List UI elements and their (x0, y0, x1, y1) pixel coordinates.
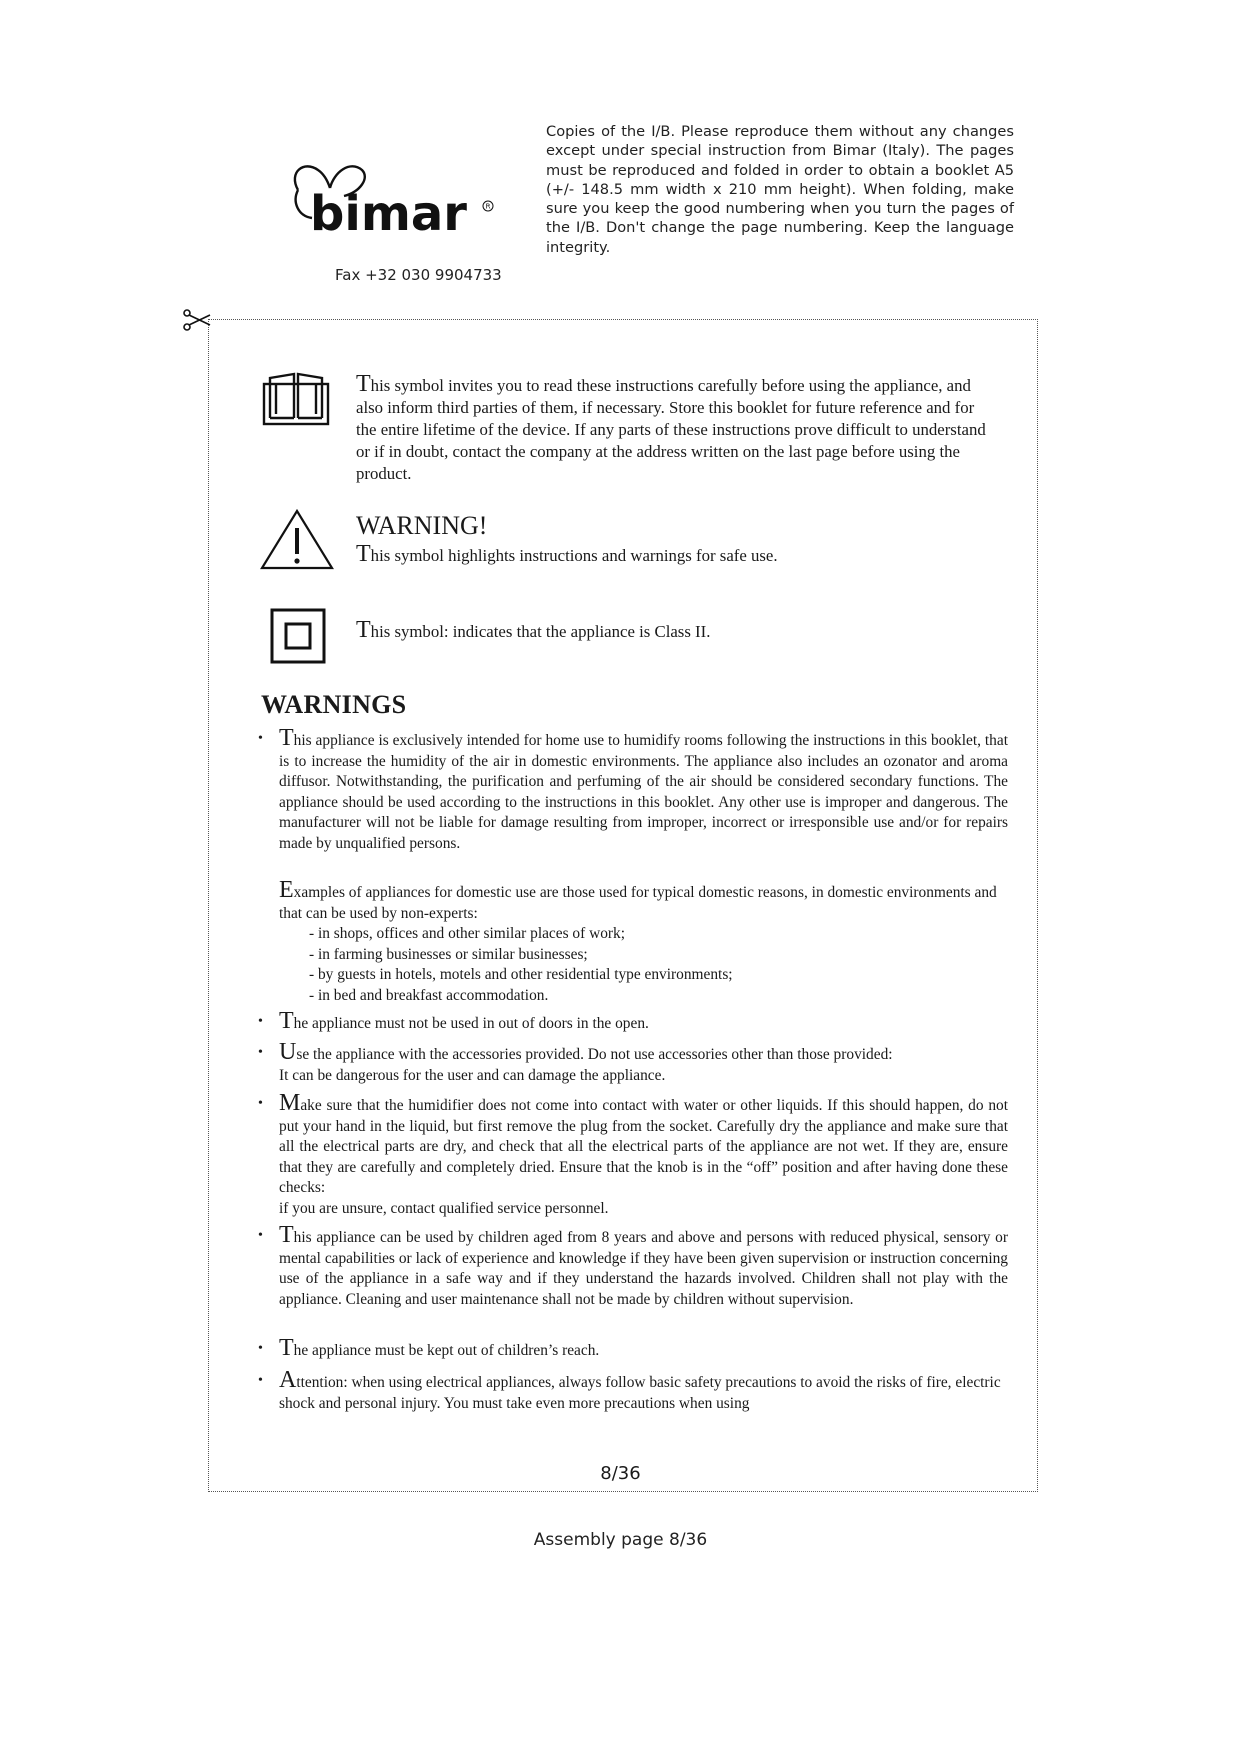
bullet: • (258, 1228, 263, 1243)
warning-title: WARNING! (356, 511, 488, 540)
bullet: • (258, 1341, 263, 1356)
list-item (258, 1090, 1008, 1219)
examples-list-item: - in bed and breakfast accommodation. (309, 986, 549, 1004)
open-book-icon (262, 370, 330, 426)
examples-list-item: - in farming businesses or similar businesses; (309, 945, 588, 963)
item-text: Attention: when using electrical appliances, always follow basic safety precautions to avoid the risks of fire, electric shock and personal injury. You must take even more precautions when using (279, 1367, 1001, 1412)
item-text: Use the appliance with the accessories provided. Do not use accessories other than those provided: (279, 1039, 893, 1065)
list-item (258, 725, 1008, 854)
svg-text:bimar: bimar (310, 186, 467, 238)
list-item (258, 1222, 1008, 1310)
examples-paragraph (279, 877, 1009, 1006)
class-ii-text: This symbol: indicates that the appliance is Class II. (356, 617, 711, 643)
list-item (258, 1367, 1008, 1414)
read-instructions-text: This symbol invites you to read these instructions carefully before using the appliance, and also inform third parties of them, if necessary. Store this booklet for future reference and for the entire lifetime of the device. If any parts of these instructions prove difficult to understand or if in doubt, contact the company at the address written on the last page before using the product. (356, 371, 986, 483)
bullet: • (258, 1045, 263, 1060)
class-ii-double-square-icon (270, 608, 326, 664)
bullet: • (258, 1373, 263, 1388)
fax-number: Fax +32 030 9904733 (335, 266, 502, 284)
warning-triangle-icon (260, 508, 334, 570)
svg-text:R: R (485, 202, 491, 211)
assembly-page-label: Assembly page 8/36 (533, 1530, 708, 1550)
page-number: 8/36 (600, 1463, 641, 1484)
print-instructions-note: Copies of the I/B. Please reproduce them without any changes except under special instruction from Bimar (Italy). The pages must be reproduced and folded in order to obtain a booklet A5 (+/- 148.5 mm width x 210 mm height). When folding, make sure you keep the good numbering when you turn the pages of the I/B. Don't change the page numbering. Keep the language integrity. (546, 123, 1014, 256)
list-item (258, 1008, 1008, 1035)
item-text: Make sure that the humidifier does not come into contact with water or other liquids. If this should happen, do not put your hand in the liquid, but first remove the plug from the socket. Carefully dry the appliance and make sure that all the electrical parts are dry, and check that all the electrical parts of the appliance are not wet. If they are, ensure that they are carefully and completely dried. Ensure that the knob is in the “off” position and after having done these checks: (279, 1090, 1008, 1196)
bullet: • (258, 1096, 263, 1111)
item-text: This appliance is exclusively intended for home use to humidify rooms following the instructions in this booklet, that is to increase the humidity of the air in domestic environments. The appliance also includes an ozonator and aroma diffusor. Notwithstanding, the purification and perfuming of the air should be considered secondary functions. The appliance should be used according to the instructions in this booklet. Any other use is improper and dangerous. The manufacturer will not be liable for damage resulting from improper, incorrect or irresponsible use and/or for repairs made by unqualified persons. (279, 725, 1008, 852)
examples-list-item: - in shops, offices and other similar places of work; (309, 925, 626, 942)
list-item (258, 1335, 1008, 1362)
item-text: This appliance can be used by children aged from 8 years and above and persons with reduced physical, sensory or mental capabilities or lack of experience and knowledge if they have been given supervision or instruction concerning use of the appliance in a safe way and if they understand the hazards involved. Children shall not play with the appliance. Cleaning and user maintenance shall not be made by children without supervision. (279, 1222, 1008, 1308)
examples-list-item: - by guests in hotels, motels and other residential type environments; (309, 966, 733, 983)
item-text: The appliance must be kept out of children’s reach. (279, 1335, 600, 1361)
examples-text: Examples of appliances for domestic use are those used for typical domestic reasons, in domestic environments and that can be used by non-experts: (279, 877, 997, 922)
list-item (258, 1039, 1008, 1086)
bullet: • (258, 731, 263, 746)
item-text-line2: It can be dangerous for the user and can damage the appliance. (279, 1066, 666, 1084)
bullet: • (258, 1014, 263, 1029)
warnings-heading: WARNINGS (261, 690, 407, 719)
item-text: The appliance must not be used in out of doors in the open. (279, 1008, 649, 1034)
item-text-line2: if you are unsure, contact qualified service personnel. (279, 1199, 609, 1217)
warning-symbol-text: This symbol highlights instructions and warnings for safe use. (356, 541, 778, 567)
bimar-logo (290, 158, 495, 238)
